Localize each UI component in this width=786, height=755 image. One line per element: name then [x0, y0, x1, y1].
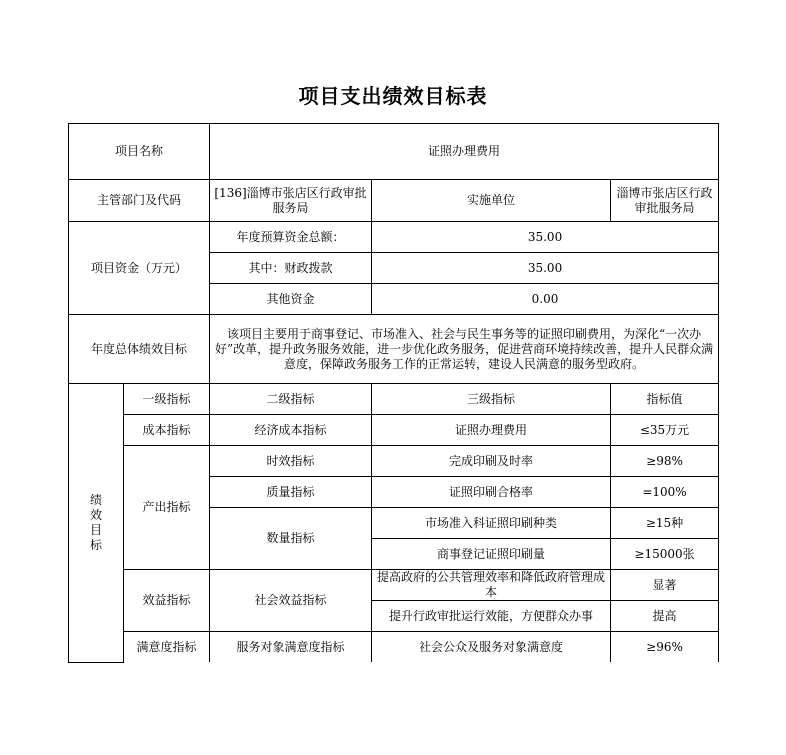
department-value: [136]淄博市张店区行政审批服务局: [210, 180, 372, 222]
fund-other-label: 其他资金: [210, 284, 372, 315]
indicator-value: 提高: [611, 601, 719, 632]
fund-other-value: 0.00: [372, 284, 719, 315]
indicator-value: ≥98%: [611, 446, 719, 477]
project-funds-label: 项目资金（万元）: [69, 222, 210, 315]
level2-cell: 服务对象满意度指标: [210, 632, 372, 663]
indicator-value: ≥15000张: [611, 539, 719, 570]
level3-cell: 社会公众及服务对象满意度: [372, 632, 611, 663]
fund-total-value: 35.00: [372, 222, 719, 253]
value-header: 指标值: [611, 384, 719, 415]
annual-goal-text: 该项目主要用于商事登记、市场准入、社会与民生事务等的证照印刷费用，为深化“一次办好”改革，提升政务服务效能，进一步优化政务服务，促进营商环境持续改善，提升人民群众满意度，保障政务服务工作的正常运转，建设人民满意的服务型政府。: [210, 315, 719, 384]
level3-header: 三级指标: [372, 384, 611, 415]
page-title: 项目支出绩效目标表: [298, 84, 488, 108]
table-row: [69, 446, 719, 477]
department-row: [69, 180, 719, 222]
project-name-value: 证照办理费用: [210, 124, 719, 180]
project-name-row: [69, 124, 719, 180]
table-row: [69, 632, 719, 663]
fund-fiscal-label: 其中：财政拨款: [210, 253, 372, 284]
indicator-value: ≥96%: [611, 632, 719, 663]
satisfaction-indicator-label: 满意度指标: [124, 632, 210, 663]
fund-fiscal-value: 35.00: [372, 253, 719, 284]
indicator-header-row: [69, 384, 719, 415]
table-row: [69, 415, 719, 446]
performance-goal-label: 绩效目标: [69, 384, 124, 663]
level3-cell: 提高政府的公共管理效率和降低政府管理成本: [372, 570, 611, 601]
indicator-value: ≥15种: [611, 508, 719, 539]
level3-cell: 提升行政审批运行效能，方便群众办事: [372, 601, 611, 632]
level2-cell: 数量指标: [210, 508, 372, 570]
performance-goal-table: [68, 123, 719, 663]
output-indicator-label: 产出指标: [124, 446, 210, 570]
indicator-value: 显著: [611, 570, 719, 601]
level2-cell: 社会效益指标: [210, 570, 372, 632]
level3-cell: 证照印刷合格率: [372, 477, 611, 508]
project-name-label: 项目名称: [69, 124, 210, 180]
level3-cell: 市场准入科证照印刷种类: [372, 508, 611, 539]
indicator-value: =100%: [611, 477, 719, 508]
implementing-unit-label: 实施单位: [372, 180, 611, 222]
benefit-indicator-label: 效益指标: [124, 570, 210, 632]
department-label: 主管部门及代码: [69, 180, 210, 222]
level2-header: 二级指标: [210, 384, 372, 415]
annual-goal-label: 年度总体绩效目标: [69, 315, 210, 384]
fund-row: [69, 222, 719, 253]
level3-cell: 商事登记证照印刷量: [372, 539, 611, 570]
annual-goal-row: [69, 315, 719, 384]
level3-cell: 证照办理费用: [372, 415, 611, 446]
level2-cell: 经济成本指标: [210, 415, 372, 446]
level1-header: 一级指标: [124, 384, 210, 415]
table-row: [69, 570, 719, 601]
level2-cell: 质量指标: [210, 477, 372, 508]
fund-total-label: 年度预算资金总额：: [210, 222, 372, 253]
implementing-unit-value: 淄博市张店区行政审批服务局: [611, 180, 719, 222]
indicator-value: ≤35万元: [611, 415, 719, 446]
level2-cell: 时效指标: [210, 446, 372, 477]
level3-cell: 完成印刷及时率: [372, 446, 611, 477]
cost-indicator-label: 成本指标: [124, 415, 210, 446]
